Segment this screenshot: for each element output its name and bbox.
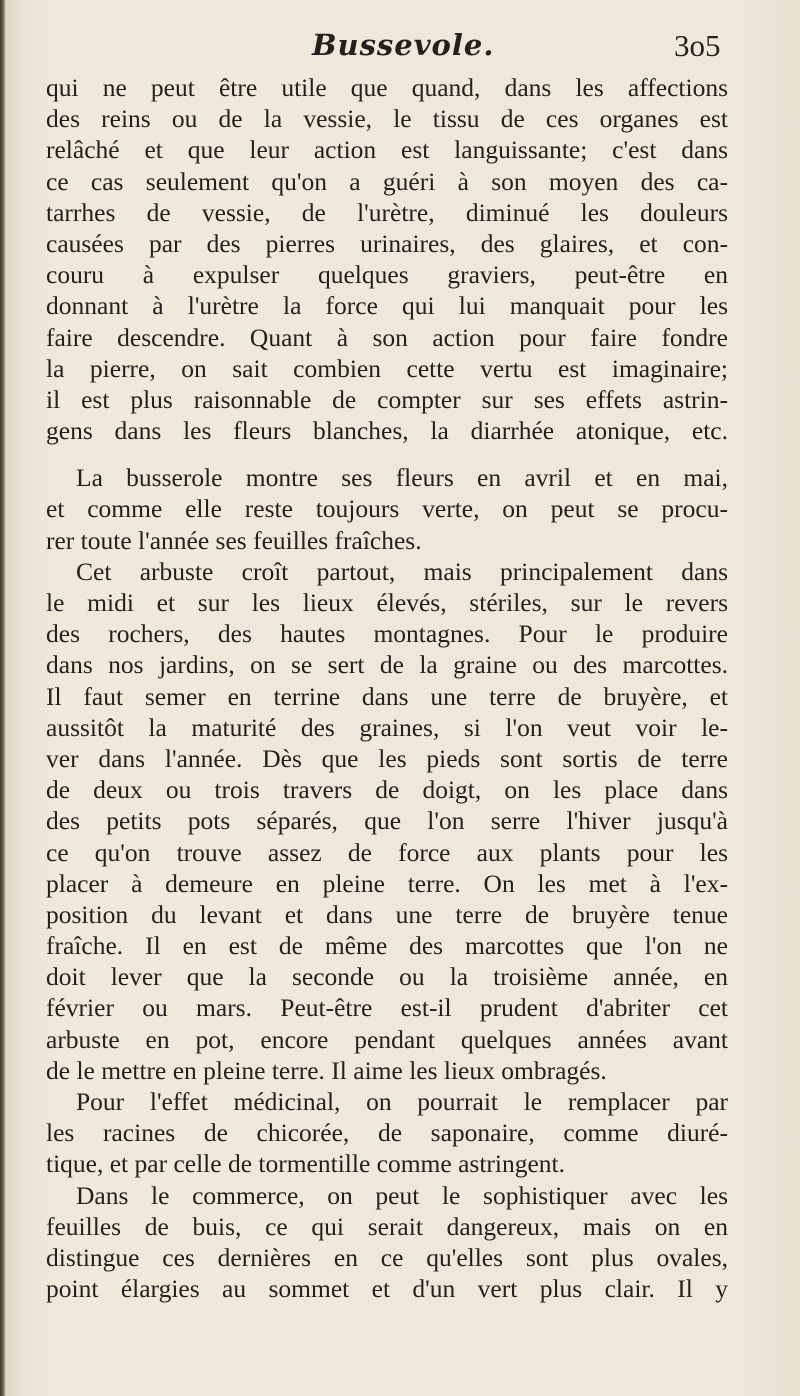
page-number: 3o5 — [674, 28, 721, 63]
text-line: Pour l'effet médicinal, on pourrait le remplacer par — [76, 1087, 728, 1116]
running-head — [0, 28, 800, 68]
text-line: faire descendre. Quant à son action pour faire fondre — [46, 322, 728, 352]
text-line: des rochers, des hautes montagnes. Pour le produire — [46, 619, 728, 649]
text-line: il est plus raisonnable de compter sur ses effets astrin- — [46, 384, 728, 414]
text-line: qui ne peut être utile que quand, dans les affections — [46, 73, 728, 102]
paragraph-3 — [46, 556, 728, 1086]
paragraph-1 — [46, 72, 728, 446]
text-line: feuilles de buis, ce qui serait dangereux, mais on en — [46, 1211, 728, 1241]
text-line: gens dans les fleurs blanches, la diarrhée atonique, etc. — [46, 416, 728, 446]
text-line: placer à demeure en pleine terre. On les met à l'ex- — [46, 868, 728, 898]
text-line: de le mettre en pleine terre. Il aime les lieux ombragés. — [46, 1055, 607, 1085]
text-line: distingue ces dernières en ce qu'elles sont plus ovales, — [46, 1242, 728, 1272]
text-line: le midi et sur les lieux élevés, stériles, sur le revers — [46, 588, 728, 617]
text-line: relâché et que leur action est languissante; c'est dans — [46, 135, 728, 165]
text-line: fraîche. Il en est de même des marcottes que l'on ne — [46, 931, 728, 961]
text-line: dans nos jardins, on se sert de la graine ou des marcottes. — [46, 650, 728, 680]
text-line: et comme elle reste toujours verte, on peut se procu- — [46, 494, 728, 524]
paragraph-gap — [46, 446, 728, 462]
text-line: tique, et par celle de tormentille comme astringent. — [46, 1149, 566, 1179]
page-title: Bussevole. — [312, 28, 495, 62]
text-line: des reins ou de la vessie, le tissu de ces organes est — [46, 104, 728, 134]
text-line: ce qu'on trouve assez de force aux plants pour les — [46, 837, 728, 867]
text-line: des petits pots séparés, que l'on serre l'hiver jusqu'à — [46, 806, 728, 836]
text-line: février ou mars. Peut-être est-il prudent d'abriter cet — [46, 993, 728, 1023]
text-line: rer toute l'année ses feuilles fraîches. — [46, 525, 422, 555]
text-line: de deux ou trois travers de doigt, on les place dans — [46, 775, 728, 805]
page-binding-edge — [0, 0, 6, 1396]
paragraph-4 — [46, 1086, 728, 1180]
text-line: arbuste en pot, encore pendant quelques années avant — [46, 1024, 728, 1054]
text-line: la pierre, on sait combien cette vertu est imaginaire; — [46, 353, 728, 383]
text-line: position du levant et dans une terre de bruyère tenue — [46, 899, 728, 929]
text-line: ce cas seulement qu'on a guéri à son moyen des ca- — [46, 166, 728, 196]
text-line: les racines de chicorée, de saponaire, comme diuré- — [46, 1118, 728, 1148]
text-line: donnant à l'urètre la force qui lui manquait pour les — [46, 291, 728, 321]
text-line: causées par des pierres urinaires, des glaires, et con- — [46, 228, 728, 258]
text-body — [46, 72, 728, 1304]
paragraph-2 — [46, 462, 728, 556]
text-line: aussitôt la maturité des graines, si l'on veut voir le- — [46, 712, 728, 742]
text-line: Il faut semer en terrine dans une terre de bruyère, et — [46, 681, 728, 711]
text-line: couru à expulser quelques graviers, peut-être en — [46, 260, 728, 290]
text-line: La busserole montre ses fleurs en avril et en mai, — [76, 463, 728, 493]
text-line: doit lever que la seconde ou la troisième année, en — [46, 962, 728, 992]
text-line: Cet arbuste croît partout, mais principalement dans — [76, 556, 728, 586]
text-line: ver dans l'année. Dès que les pieds sont sortis de terre — [46, 743, 728, 773]
text-line: Dans le commerce, on peut le sophistiquer avec les — [76, 1180, 728, 1210]
paragraph-5 — [46, 1180, 728, 1305]
text-line: tarrhes de vessie, de l'urètre, diminué les douleurs — [46, 197, 728, 227]
text-line: point élargies au sommet et d'un vert plus clair. Il y — [46, 1274, 728, 1304]
